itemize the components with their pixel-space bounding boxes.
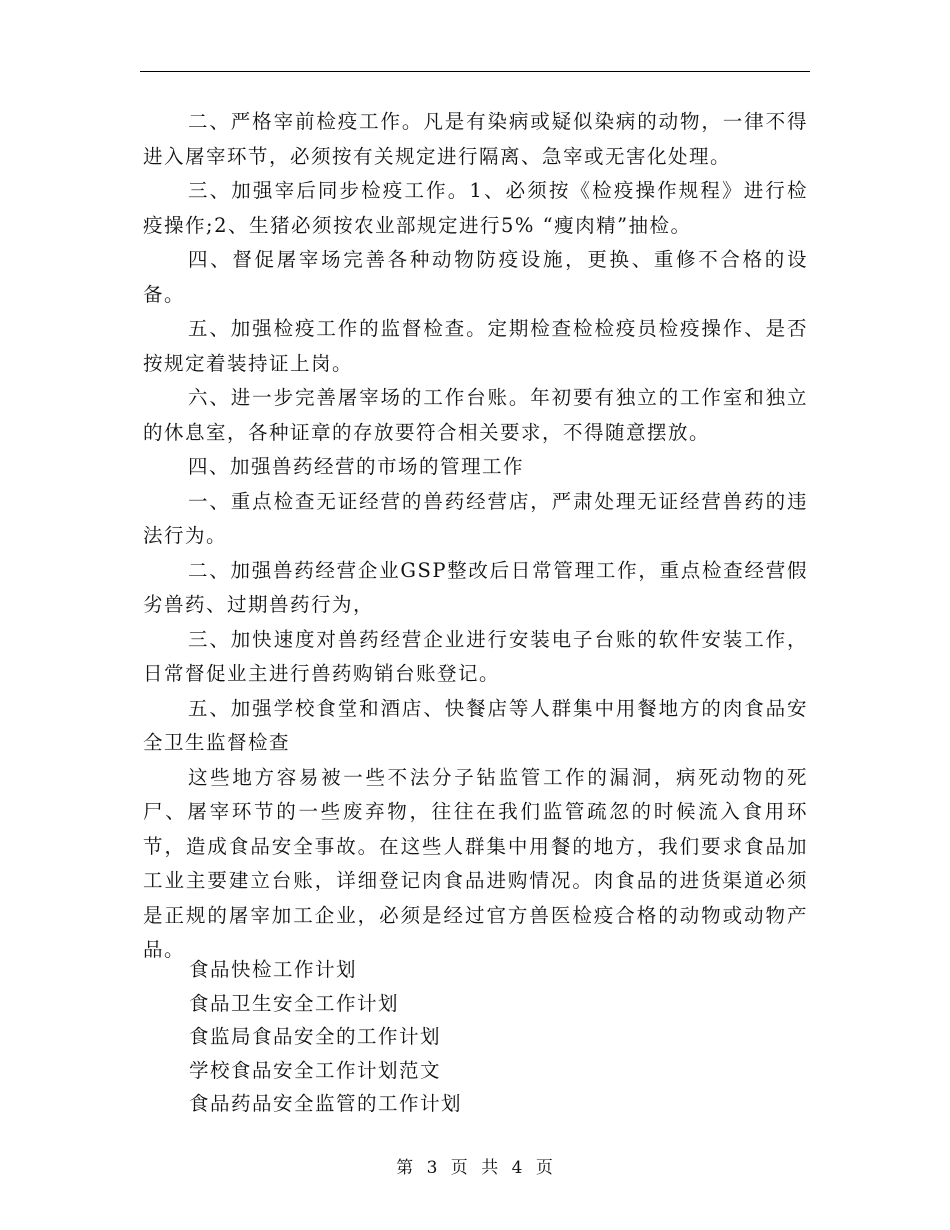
related-link[interactable]: 食品药品安全监管的工作计划 — [189, 1092, 463, 1115]
paragraph: 二、加强兽药经营企业GSP整改后日常管理工作，重点检查经营假劣兽药、过期兽药行为， — [143, 558, 808, 616]
related-link[interactable]: 食品快检工作计划 — [189, 958, 358, 981]
paragraph: 这些地方容易被一些不法分子钻监管工作的漏洞，病死动物的死尸、屠宰环节的一些废弃物，往往在我们监管疏忽的时候流入食用环节，造成食品安全事故。在这些人群集中用餐的地方，我们要求食品加工业主要建立台账，详细登记肉食品进购情况。肉食品的进货渠道必须是正规的屠宰加工企业，必须是经过官方兽医检疫合格的动物或动物产品。 — [143, 765, 808, 961]
paragraph: 六、进一步完善屠宰场的工作台账。年初要有独立的工作室和独立的休息室，各种证章的存放要符合相关要求，不得随意摆放。 — [143, 386, 808, 444]
paragraph: 一、重点检查无证经营的兽药经营店，严肃处理无证经营兽药的违法行为。 — [143, 489, 808, 547]
document-body — [143, 105, 808, 968]
related-link[interactable]: 食品卫生安全工作计划 — [189, 991, 400, 1015]
page-number: 第 3 页 共 4 页 — [396, 1158, 554, 1178]
paragraph: 五、加强检疫工作的监督检查。定期检查检检疫员检疫操作、是否按规定着装持证上岗。 — [143, 317, 808, 375]
section-heading: 五、加强学校食堂和酒店、快餐店等人群集中用餐地方的肉食品安全卫生监督检查 — [143, 696, 808, 754]
paragraph: 四、督促屠宰场完善各种动物防疫设施，更换、重修不合格的设备。 — [143, 248, 808, 306]
paragraph: 二、严格宰前检疫工作。凡是有染病或疑似染病的动物，一律不得进入屠宰环节，必须按有关规定进行隔离、急宰或无害化处理。 — [143, 110, 808, 168]
paragraph: 三、加快速度对兽药经营企业进行安装电子台账的软件安装工作，日常督促业主进行兽药购销台账登记。 — [143, 627, 808, 685]
section-heading: 四、加强兽药经营的市场的管理工作 — [188, 455, 525, 478]
paragraph: 三、加强宰后同步检疫工作。1、必须按《检疫操作规程》进行检疫操作;2、生猪必须按农业部规定进行5% “瘦肉精”抽检。 — [143, 179, 808, 237]
header-divider — [140, 71, 810, 72]
related-link[interactable]: 学校食品安全工作计划范文 — [189, 1058, 442, 1082]
related-links-list — [189, 953, 462, 1121]
related-link[interactable]: 食监局食品安全的工作计划 — [189, 1025, 442, 1048]
